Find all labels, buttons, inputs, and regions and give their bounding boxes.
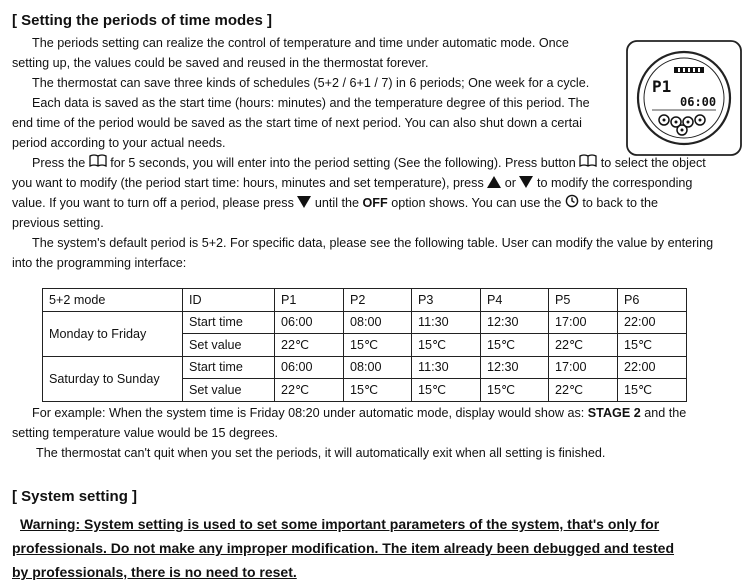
table-cell: P2 xyxy=(344,289,412,312)
text-segment: to select the object xyxy=(600,156,706,170)
text-segment: option shows. You can use the xyxy=(391,196,562,210)
table-cell: Start time xyxy=(183,356,275,379)
text-segment: For example: When the system time is Friday 08:20 under automatic mode, display would show as: xyxy=(32,406,585,420)
text-line: Each data is saved as the start time (hours: minutes) and the temperature degree of this period. The xyxy=(32,96,590,110)
example-text xyxy=(12,403,742,443)
table-cell: 22:00 xyxy=(618,356,687,379)
stage-label: STAGE 2 xyxy=(587,406,641,420)
display-time: 06:00 xyxy=(680,95,717,109)
default-period-text xyxy=(12,233,742,273)
table-cell: 11:30 xyxy=(412,311,481,334)
table-cell: 17:00 xyxy=(549,356,618,379)
warning-line: Warning: System setting is used to set some important parameters of the system, that's only for xyxy=(20,516,660,532)
up-arrow-icon xyxy=(487,174,501,194)
text-line: setting up, the values could be saved and reused in the thermostat forever. xyxy=(12,56,429,70)
table-cell: 08:00 xyxy=(344,311,412,334)
table-cell: 15℃ xyxy=(344,334,412,357)
table-cell: 22℃ xyxy=(275,379,344,402)
table-header-row xyxy=(43,289,687,312)
table-row xyxy=(43,311,687,334)
text-segment: Press the xyxy=(32,156,86,170)
text-segment: you want to modify (the period start time: hours, minutes and set temperature), press xyxy=(12,176,484,190)
text-line: setting temperature value would be 15 degrees. xyxy=(12,426,279,440)
table-row xyxy=(43,356,687,379)
table-cell: ID xyxy=(183,289,275,312)
book-icon xyxy=(89,154,107,174)
text-segment: until the xyxy=(314,196,360,210)
text-segment: and the xyxy=(644,406,687,420)
schedule-table xyxy=(42,288,687,402)
text-line: end time of the period would be saved as the start time of next period. You can also shut down a certai xyxy=(12,116,582,130)
table-cell: 11:30 xyxy=(412,356,481,379)
text-segment: or xyxy=(504,176,516,190)
periods-intro xyxy=(12,33,617,153)
table-cell: Start time xyxy=(183,311,275,334)
text-segment: for 5 seconds, you will enter into the period setting (See the following). Press button xyxy=(110,156,576,170)
table-cell: 15℃ xyxy=(344,379,412,402)
down-arrow-icon xyxy=(297,194,311,214)
down-arrow-icon xyxy=(519,174,533,194)
table-cell: 08:00 xyxy=(344,356,412,379)
table-cell: 15℃ xyxy=(618,379,687,402)
table-cell: Set value xyxy=(183,334,275,357)
text-line: previous setting. xyxy=(12,216,104,230)
text-line: The thermostat can save three kinds of schedules (5+2 / 6+1 / 7) in 6 periods; One week for a cycle. xyxy=(32,76,590,90)
section-title-periods: [ Setting the periods of time modes ] xyxy=(12,12,273,29)
table-cell: 15℃ xyxy=(481,379,549,402)
section-title-system: [ System setting ] xyxy=(12,488,138,505)
table-cell: P6 xyxy=(618,289,687,312)
text-segment: to modify the corresponding xyxy=(536,176,693,190)
clock-icon xyxy=(565,194,579,214)
text-line: The system's default period is 5+2. For specific data, please see the following table. User can modify the value by entering xyxy=(32,236,714,250)
display-period: P1 xyxy=(652,77,672,96)
table-cell: 22℃ xyxy=(275,334,344,357)
warning-line: by professionals, there is no need to reset. xyxy=(12,564,297,580)
table-cell: 5+2 mode xyxy=(43,289,183,312)
text-segment: to back to the xyxy=(582,196,658,210)
exit-note xyxy=(12,443,742,463)
text-line: The periods setting can realize the control of temperature and time under automatic mode. Once xyxy=(32,36,569,50)
table-cell: P1 xyxy=(275,289,344,312)
table-cell: 15℃ xyxy=(412,334,481,357)
text-line: The thermostat can't quit when you set the periods, it will automatically exit when all setting is finished. xyxy=(36,446,606,460)
table-cell: Set value xyxy=(183,379,275,402)
thermostat-display-illustration xyxy=(626,40,742,156)
table-group-label: Saturday to Sunday xyxy=(43,356,183,401)
table-group-label: Monday to Friday xyxy=(43,311,183,356)
table-cell: 22℃ xyxy=(549,379,618,402)
table-cell: 06:00 xyxy=(275,356,344,379)
table-cell: 12:30 xyxy=(481,356,549,379)
table-cell: 22℃ xyxy=(549,334,618,357)
warning-line: professionals. Do not make any improper modification. The item already been debugged and tested xyxy=(12,540,675,556)
table-cell: P5 xyxy=(549,289,618,312)
text-line: period according to your actual needs. xyxy=(12,136,226,150)
table-cell: 15℃ xyxy=(412,379,481,402)
table-cell: P4 xyxy=(481,289,549,312)
table-cell: P3 xyxy=(412,289,481,312)
table-cell: 22:00 xyxy=(618,311,687,334)
book-icon xyxy=(579,154,597,174)
table-cell: 12:30 xyxy=(481,311,549,334)
period-setting-instructions xyxy=(12,153,742,233)
table-cell: 15℃ xyxy=(481,334,549,357)
text-line: into the programming interface: xyxy=(12,256,187,270)
off-option-label: OFF xyxy=(362,196,388,210)
table-cell: 06:00 xyxy=(275,311,344,334)
table-cell: 15℃ xyxy=(618,334,687,357)
text-segment: value. If you want to turn off a period, please press xyxy=(12,196,294,210)
table-cell: 17:00 xyxy=(549,311,618,334)
